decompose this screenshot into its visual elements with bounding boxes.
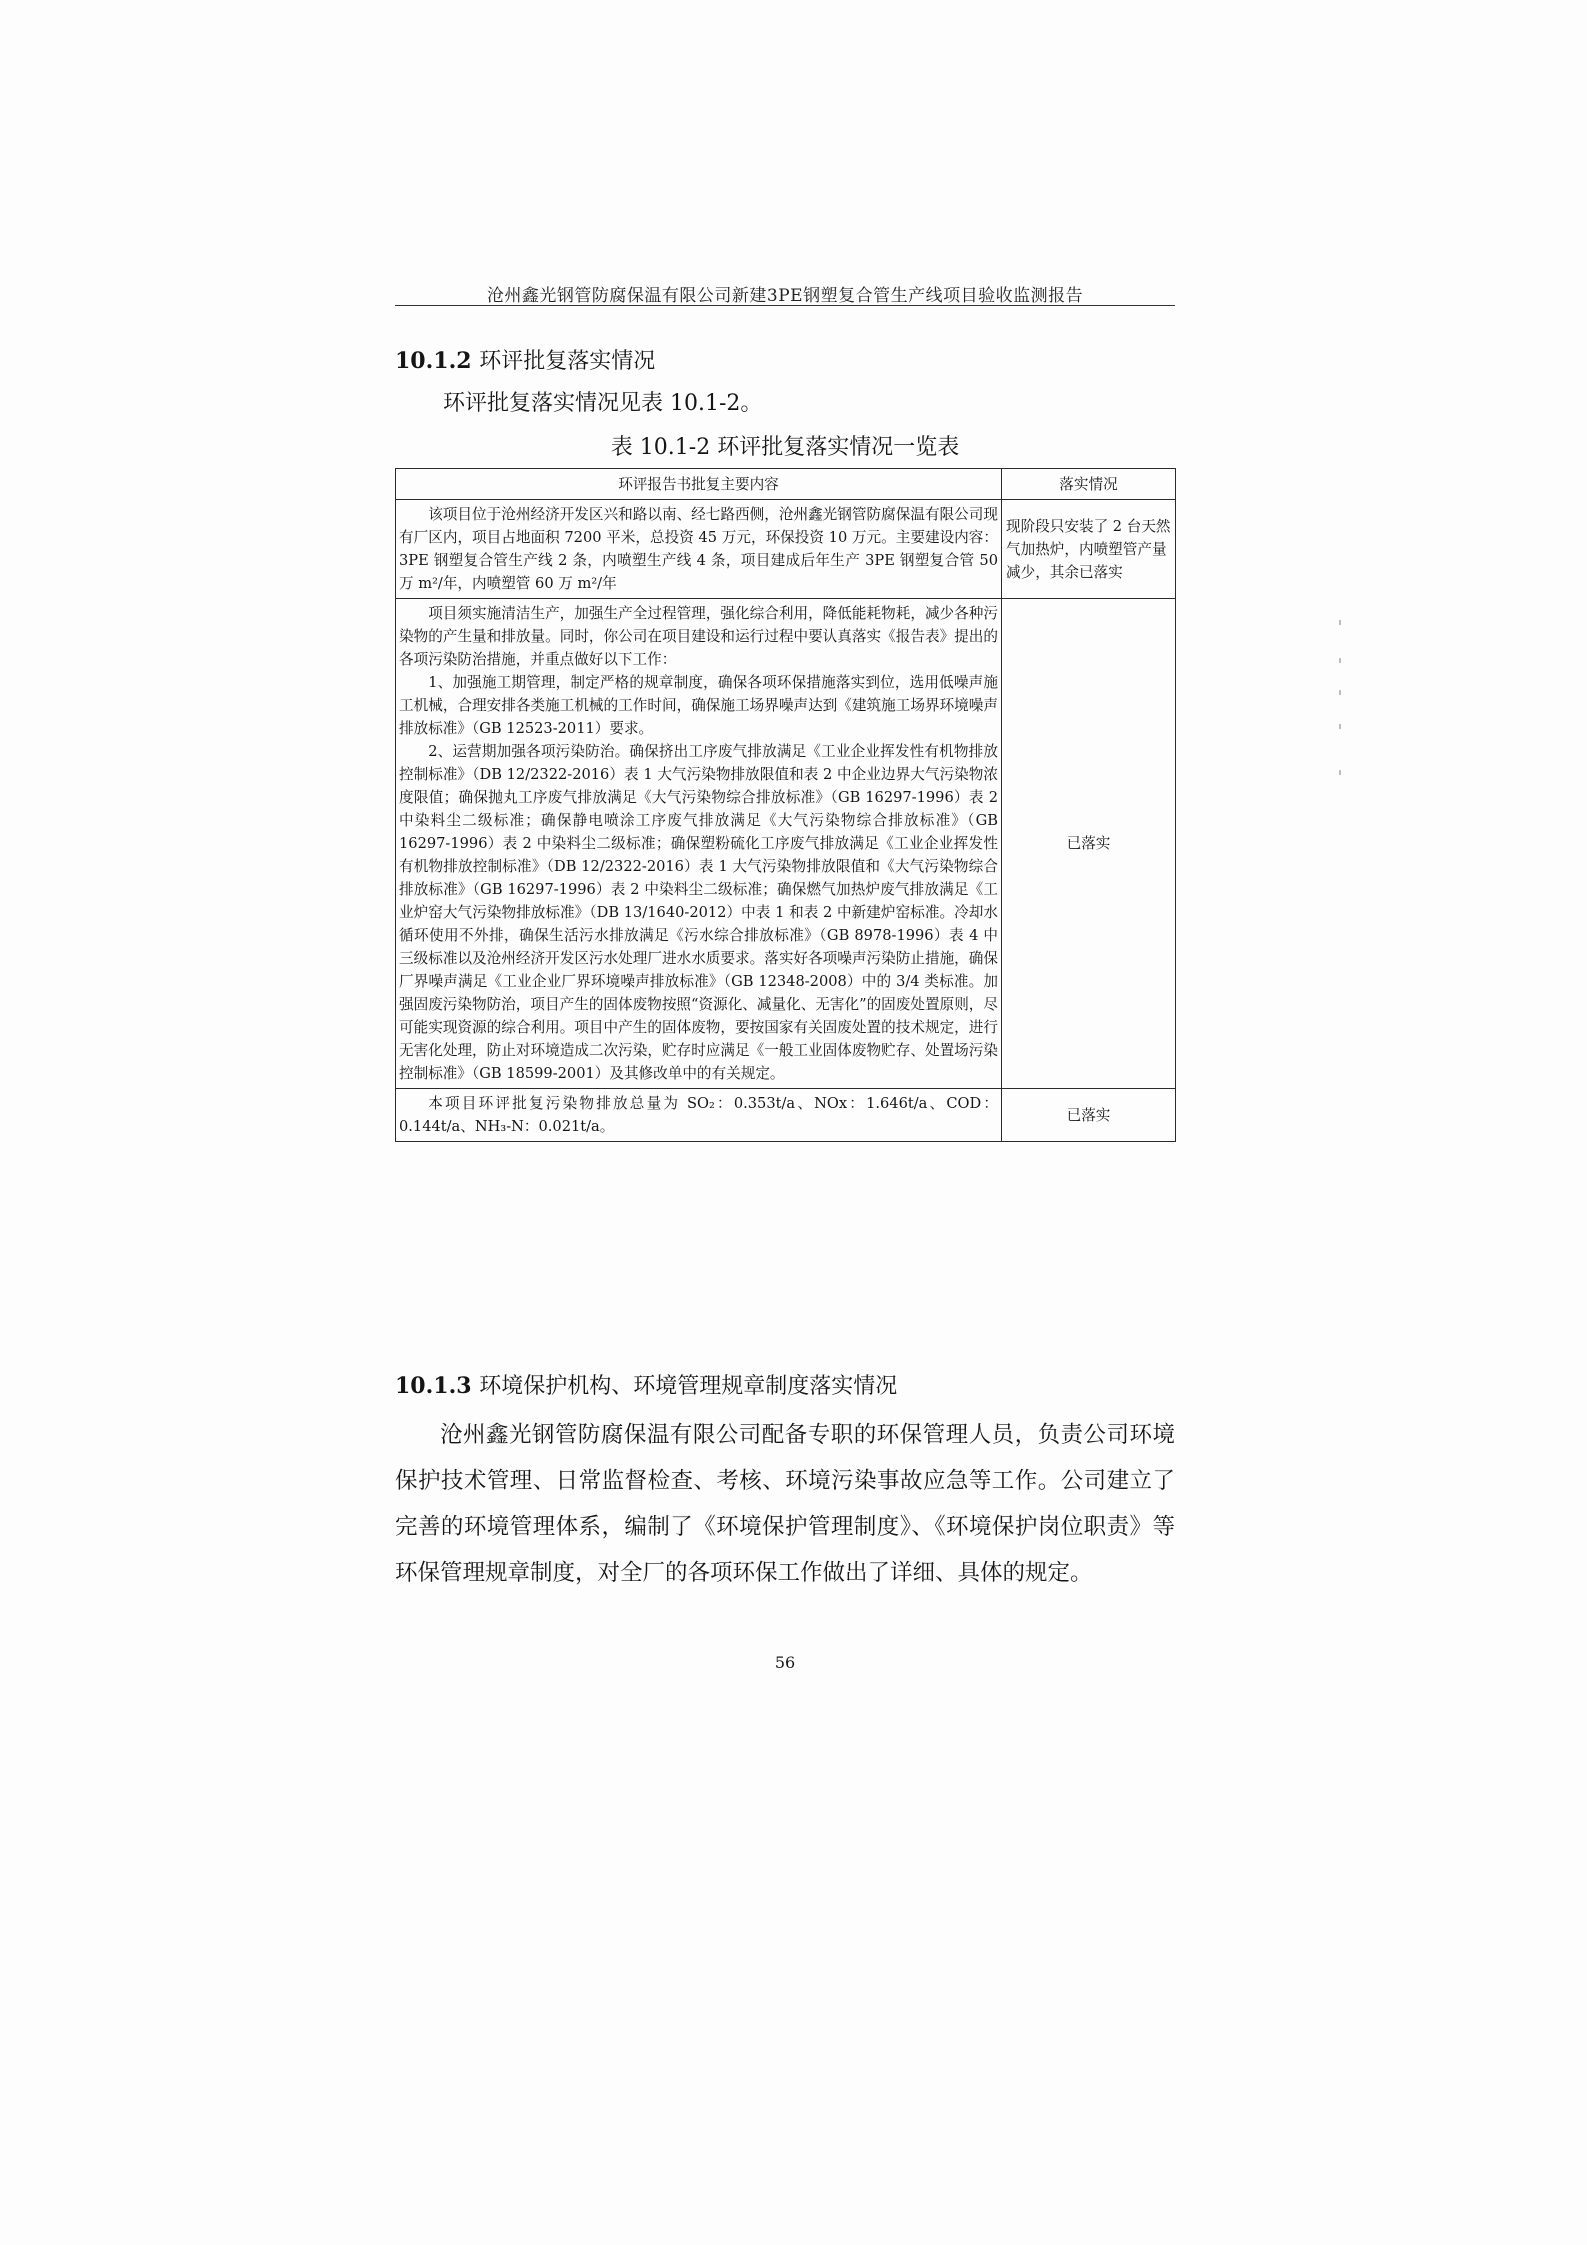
status-cell: 现阶段只安装了 2 台天然气加热炉，内喷塑管产量减少，其余已落实 [1002, 500, 1176, 599]
header-rule [395, 305, 1175, 306]
content-paragraph: 该项目位于沧州经济开发区兴和路以南、经七路西侧，沧州鑫光钢管防腐保温有限公司现有厂区内，项目占地面积 7200 平米，总投资 45 万元，环保投资 10 万元。主要建设内容：3PE 钢塑复合管生产线 2 条，内喷塑生产线 4 条，项目建成后年生产 3PE 钢塑复合管 50 万 m²/年，内喷塑管 60 万 m²/年 [399, 506, 998, 592]
status-cell: 已落实 [1002, 599, 1176, 1089]
table-row [396, 599, 1176, 1089]
content-cell [396, 1089, 1002, 1142]
body-text [395, 1412, 1175, 1596]
page-number: 56 [774, 1653, 796, 1672]
header-content: 环评报告书批复主要内容 [396, 469, 1002, 500]
intro-sentence: 环评批复落实情况见表 10.1-2。 [443, 391, 763, 416]
content-paragraph: 本项目环评批复污染物排放总量为 SO₂：0.353t/a、NOx：1.646t/a、COD：0.144t/a、NH₃-N：0.021t/a。 [399, 1095, 998, 1135]
section-title: 环境保护机构、环境管理规章制度落实情况 [479, 1374, 898, 1399]
section-number: 10.1.3 [395, 1373, 472, 1399]
header-status: 落实情况 [1002, 469, 1176, 500]
section-heading-10-1-2 [395, 344, 655, 375]
content-paragraph: 1、加强施工期管理，制定严格的规章制度，确保各项环保措施落实到位，选用低噪声施工机械，合理安排各类施工机械的工作时间，确保施工场界噪声达到《建筑施工场界环境噪声排放标准》（GB 12523-2011）要求。 [399, 674, 998, 737]
section-heading-10-1-3 [395, 1369, 897, 1400]
section-number: 10.1.2 [395, 348, 472, 374]
approval-table [395, 468, 1176, 1142]
content-cell [396, 500, 1002, 599]
body-paragraph: 沧州鑫光钢管防腐保温有限公司配备专职的环保管理人员，负责公司环境保护技术管理、日常监督检查、考核、环境污染事故应急等工作。公司建立了完善的环境管理体系，编制了《环境保护管理制度》、《环境保护岗位职责》等环保管理规章制度，对全厂的各项环保工作做出了详细、具体的规定。 [395, 1422, 1175, 1586]
table-caption: 表 10.1-2 环评批复落实情况一览表 [610, 435, 960, 460]
table-row [396, 500, 1176, 599]
content-paragraph: 项目须实施清洁生产，加强生产全过程管理，强化综合利用，降低能耗物耗，减少各种污染物的产生量和排放量。同时，你公司在项目建设和运行过程中要认真落实《报告表》提出的各项污染防治措施，并重点做好以下工作： [399, 605, 998, 668]
table-row [396, 1089, 1176, 1142]
table-header-row [396, 469, 1176, 500]
running-header: 沧州鑫光钢管防腐保温有限公司新建3PE钢塑复合管生产线项目验收监测报告 [486, 286, 1084, 306]
content-paragraph: 2、运营期加强各项污染防治。确保挤出工序废气排放满足《工业企业挥发性有机物排放控制标准》（DB 12/2322-2016）表 1 大气污染物排放限值和表 2 中企业边界大气污染物浓度限值；确保抛丸工序废气排放满足《大气污染物综合排放标准》（GB 16297-1996）表 2 中染料尘二级标准；确保静电喷涂工序废气排放满足《大气污染物综合排放标准》（GB 16297-1996）表 2 中染料尘二级标准；确保塑粉硫化工序废气排放满足《工业企业挥发性有机物排放控制标准》（DB 12/2322-2016）表 1 大气污染物排放限值和《大气污染物综合排放标准》（GB 16297-1996）表 2 中染料尘二级标准；确保燃气加热炉废气排放满足《工业炉窑大气污染物排放标准》（DB 13/1640-2012）中表 1 和表 2 中新建炉窑标准。冷却水循环使用不外排，确保生活污水排放满足《污水综合排放标准》（GB 8978-1996）表 4 中三级标准以及沧州经济开发区污水处理厂进水水质要求。落实好各项噪声污染防止措施，确保厂界噪声满足《工业企业厂界环境噪声排放标准》（GB 12348-2008）中的 3/4 类标准。加强固废污染物防治，项目产生的固体废物按照“资源化、减量化、无害化”的固废处置原则，尽可能实现资源的综合利用。项目中产生的固体废物，要按国家有关固废处置的技术规定，进行无害化处理，防止对环境造成二次污染，贮存时应满足《一般工业固体废物贮存、处置场污染控制标准》（GB 18599-2001）及其修改单中的有关规定。 [399, 743, 998, 1082]
status-cell: 已落实 [1002, 1089, 1176, 1142]
section-title: 环评批复落实情况 [479, 349, 656, 374]
content-cell [396, 599, 1002, 1089]
scan-margin-specks [1339, 620, 1343, 800]
